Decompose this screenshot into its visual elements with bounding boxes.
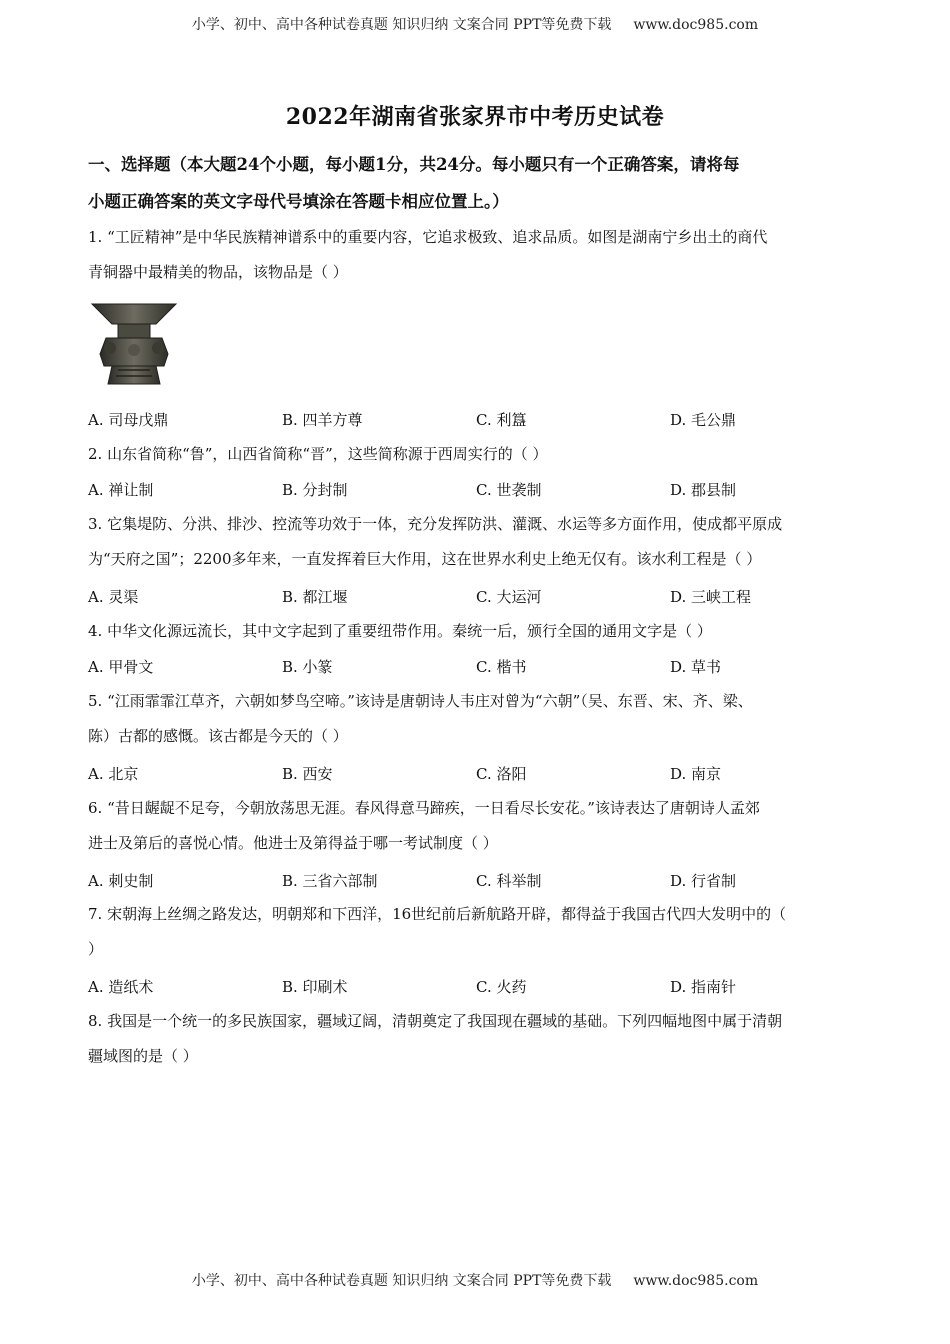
option-c[interactable]: C. 利簋 — [476, 411, 527, 429]
question-3 — [88, 507, 878, 577]
option-d[interactable]: D. 草书 — [670, 658, 722, 676]
bronze-vessel-image — [88, 298, 180, 388]
option-d[interactable]: D. 指南针 — [670, 978, 737, 996]
option-c[interactable]: C. 世袭制 — [476, 481, 542, 499]
question-3-line-1: 3. 它集堤防、分洪、排沙、控流等功效于一体，充分发挥防洪、灌溉、水运等多方面作用，使成都平原成 — [88, 515, 783, 533]
question-7-line-1: 7. 宋朝海上丝绸之路发达，明朝郑和下西洋，16世纪前后新航路开辟，都得益于我国古代四大发明中的（ — [88, 905, 787, 923]
question-2 — [88, 437, 878, 472]
question-4 — [88, 614, 878, 649]
option-c[interactable]: C. 科举制 — [476, 872, 542, 890]
footer-site[interactable]: www.doc985.com — [633, 1273, 759, 1289]
option-d[interactable]: D. 毛公鼎 — [670, 411, 737, 429]
question-6-line-1: 6. “昔日龌龊不足夸，今朝放荡思无涯。春风得意马蹄疾，一日看尽长安花。”该诗表达了唐朝诗人孟郊 — [88, 799, 760, 817]
option-b[interactable]: B. 西安 — [282, 765, 333, 783]
header-site[interactable]: www.doc985.com — [633, 17, 759, 33]
header-text: 小学、初中、高中各种试卷真题 知识归纳 文案合同 PPT等免费下载 — [191, 17, 612, 33]
option-b[interactable]: B. 三省六部制 — [282, 872, 378, 890]
page-header — [0, 14, 950, 34]
option-d[interactable]: D. 南京 — [670, 765, 722, 783]
question-1-line-2: 青铜器中最精美的物品，该物品是（ ） — [88, 263, 348, 281]
option-a[interactable]: A. 北京 — [88, 765, 139, 783]
option-a[interactable]: A. 灵渠 — [88, 588, 139, 606]
question-6 — [88, 791, 878, 861]
option-b[interactable]: B. 都江堰 — [282, 588, 348, 606]
question-8 — [88, 1004, 878, 1074]
footer-text: 小学、初中、高中各种试卷真题 知识归纳 文案合同 PPT等免费下载 — [191, 1273, 612, 1289]
question-1-options — [88, 409, 878, 435]
question-3-options — [88, 586, 878, 612]
question-6-options — [88, 870, 878, 896]
option-b[interactable]: B. 小篆 — [282, 658, 333, 676]
option-c[interactable]: C. 楷书 — [476, 658, 527, 676]
option-b[interactable]: B. 四羊方尊 — [282, 411, 363, 429]
option-d[interactable]: D. 行省制 — [670, 872, 737, 890]
section-heading — [88, 146, 878, 220]
page-footer — [0, 1270, 950, 1290]
question-7-line-2: ） — [88, 940, 104, 958]
option-a[interactable]: A. 造纸术 — [88, 978, 154, 996]
option-a[interactable]: A. 刺史制 — [88, 872, 154, 890]
question-5-line-2: 陈）古都的感慨。该古都是今天的（ ） — [88, 727, 348, 745]
question-5-options — [88, 763, 878, 789]
question-5-line-1: 5. “江雨霏霏江草齐，六朝如梦鸟空啼。”该诗是唐朝诗人韦庄对曾为“六朝”（吴、东晋、宋、齐、梁、 — [88, 692, 753, 710]
section-heading-line-2: 小题正确答案的英文字母代号填涂在答题卡相应位置上。） — [88, 192, 509, 211]
option-d[interactable]: D. 三峡工程 — [670, 588, 752, 606]
option-d[interactable]: D. 郡县制 — [670, 481, 737, 499]
question-3-line-2: 为“天府之国”；2200多年来，一直发挥着巨大作用，这在世界水利史上绝无仅有。该水利工程是（ ） — [88, 550, 762, 568]
option-a[interactable]: A. 禅让制 — [88, 481, 154, 499]
option-a[interactable]: A. 甲骨文 — [88, 658, 154, 676]
question-7 — [88, 897, 878, 967]
question-7-options — [88, 976, 878, 1002]
question-2-options — [88, 479, 878, 505]
exam-title: 2022年湖南省张家界市中考历史试卷 — [285, 104, 665, 130]
question-4-options — [88, 656, 878, 682]
question-1 — [88, 220, 878, 290]
option-b[interactable]: B. 分封制 — [282, 481, 348, 499]
question-8-line-1: 8. 我国是一个统一的多民族国家，疆域辽阔，清朝奠定了我国现在疆域的基础。下列四幅地图中属于清朝 — [88, 1012, 783, 1030]
option-b[interactable]: B. 印刷术 — [282, 978, 348, 996]
option-c[interactable]: C. 大运河 — [476, 588, 542, 606]
option-a[interactable]: A. 司母戊鼎 — [88, 411, 169, 429]
question-8-line-2: 疆域图的是（ ） — [88, 1047, 198, 1065]
question-5 — [88, 684, 878, 754]
bronze-zun-icon — [88, 298, 180, 388]
question-6-line-2: 进士及第后的喜悦心情。他进士及第得益于哪一考试制度（ ） — [88, 834, 498, 852]
section-heading-line-1: 一、选择题（本大题24个小题，每小题1分，共24分。每小题只有一个正确答案，请将每 — [88, 155, 740, 174]
question-4-line-1: 4. 中华文化源远流长，其中文字起到了重要纽带作用。秦统一后，颁行全国的通用文字是（ ） — [88, 622, 712, 640]
option-c[interactable]: C. 洛阳 — [476, 765, 527, 783]
question-1-line-1: 1. “工匠精神”是中华民族精神谱系中的重要内容，它追求极致、追求品质。如图是湖南宁乡出土的商代 — [88, 228, 768, 246]
option-c[interactable]: C. 火药 — [476, 978, 527, 996]
question-2-line-1: 2. 山东省简称“鲁”，山西省简称“晋”，这些简称源于西周实行的（ ） — [88, 445, 548, 463]
